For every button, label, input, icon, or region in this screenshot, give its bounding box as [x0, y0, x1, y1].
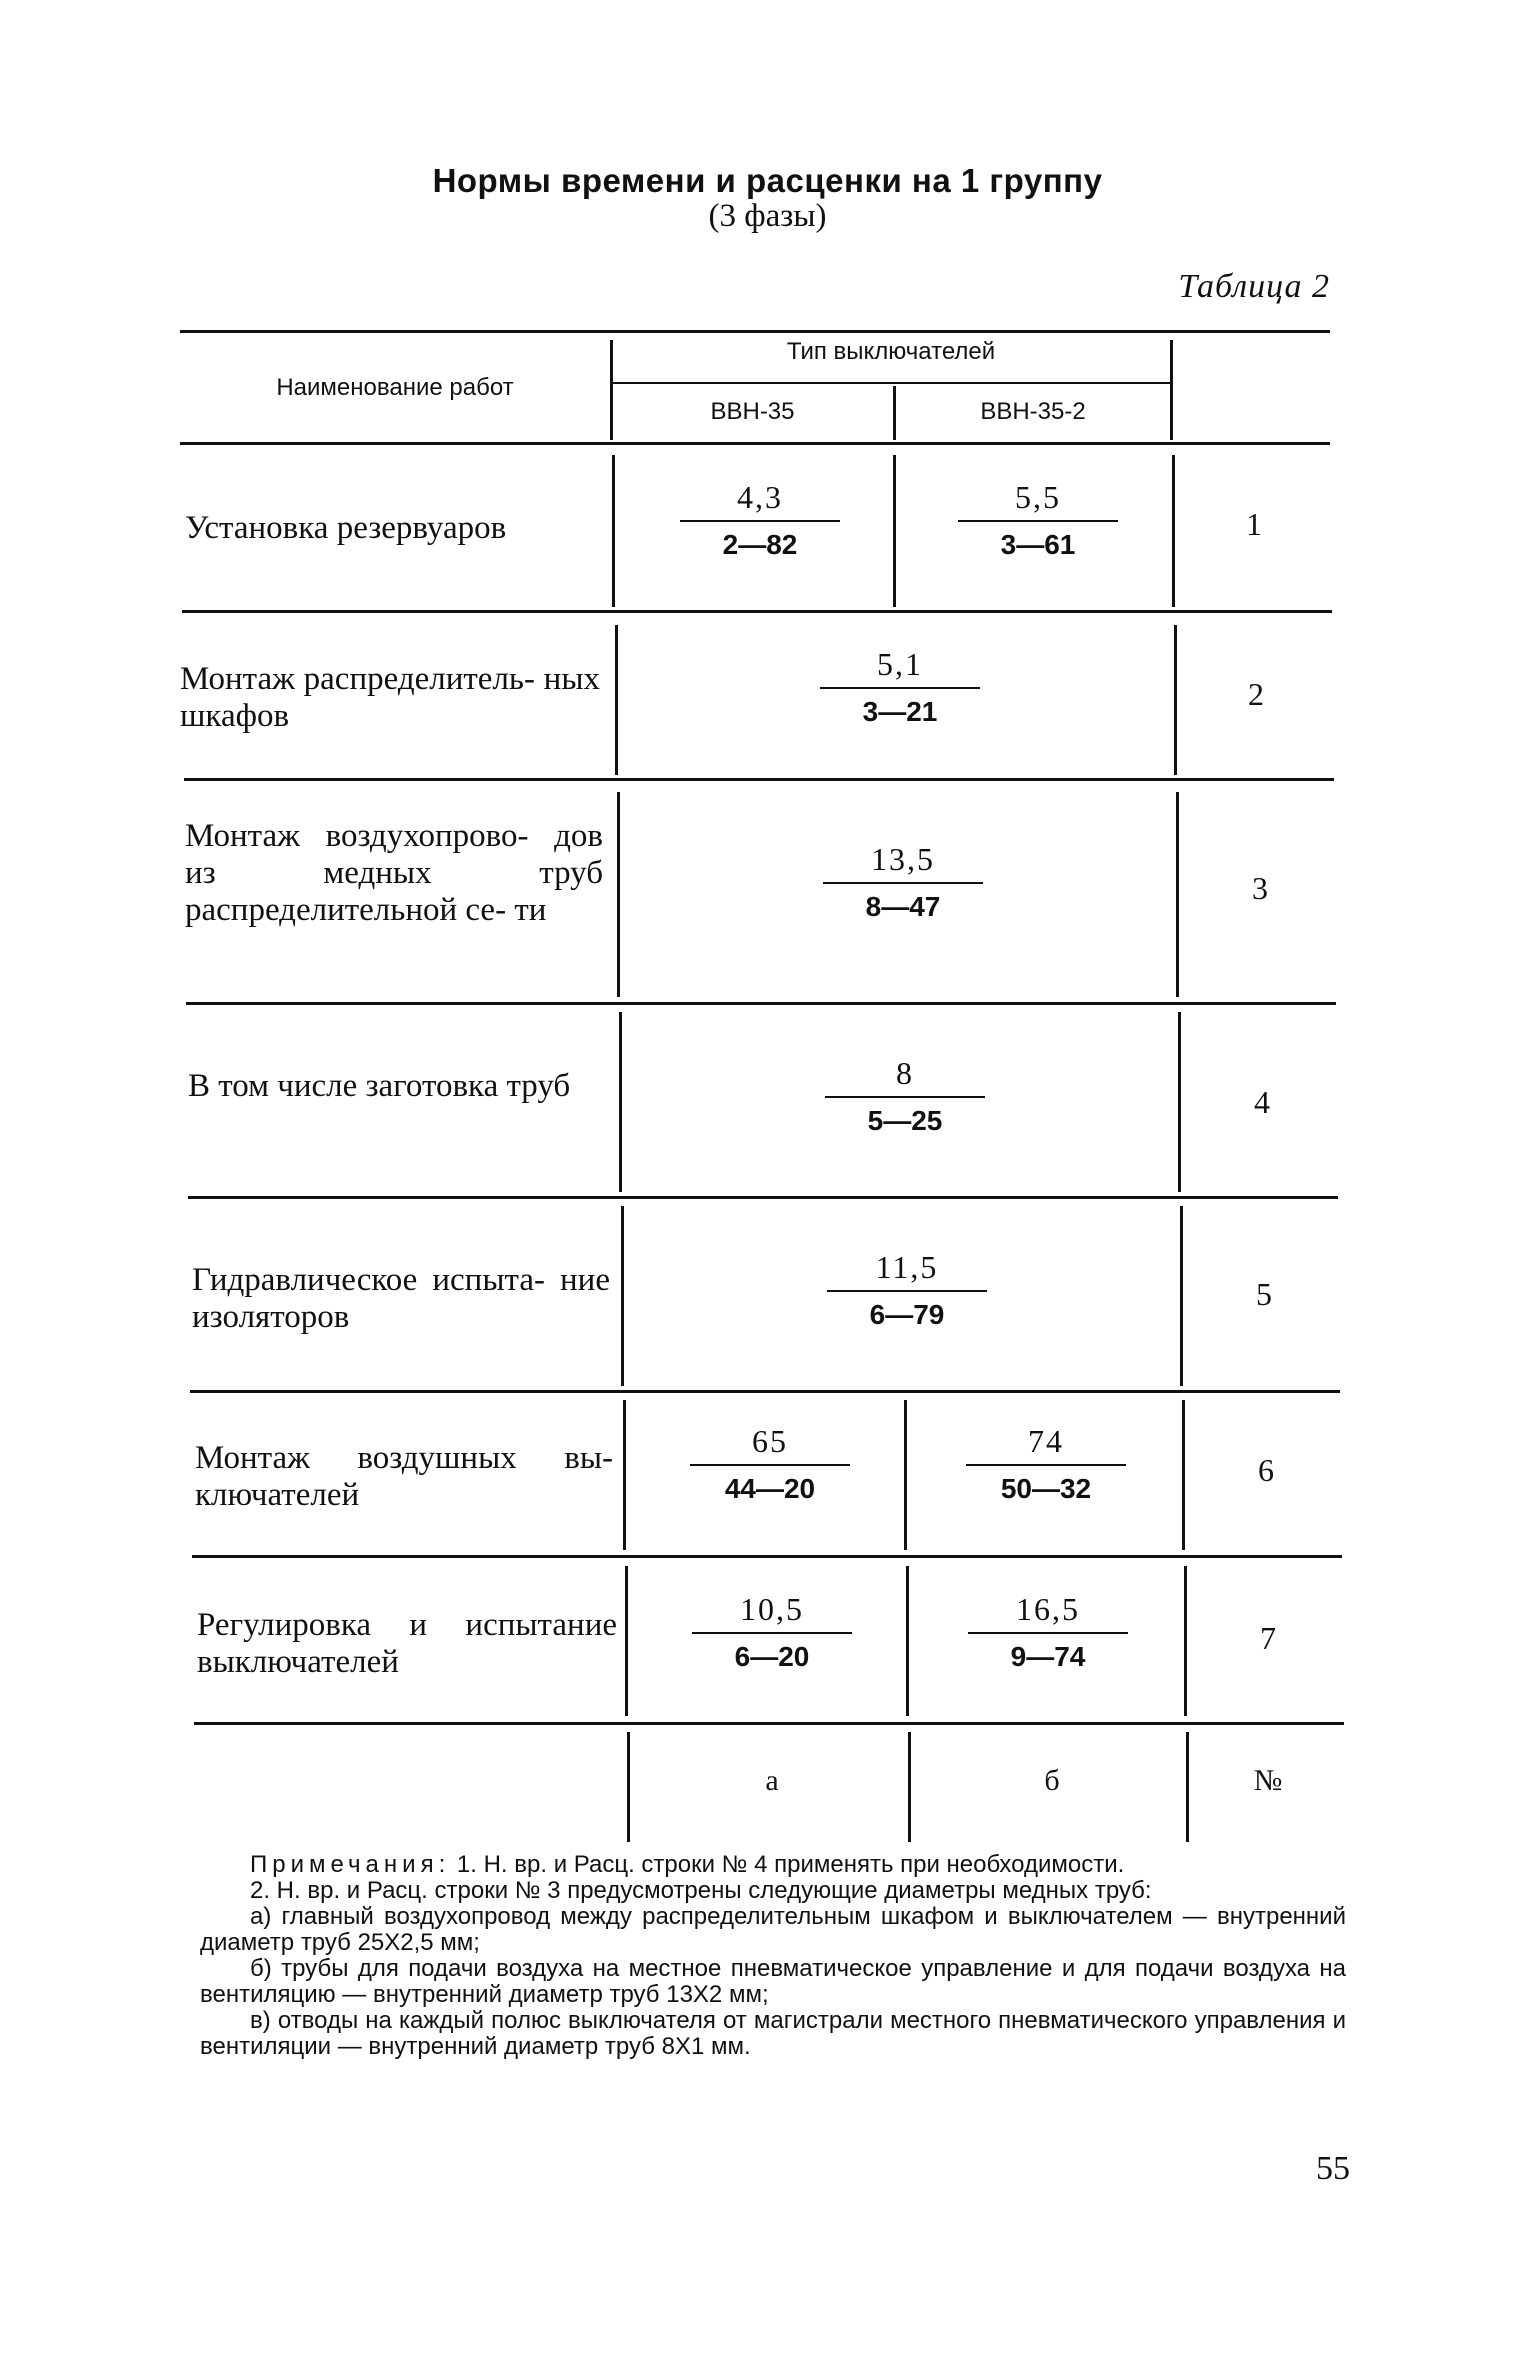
rate: 3—61: [1000, 529, 1076, 560]
note-1: 1. Н. вр. и Расц. строки № 4 применять при необходимости.: [456, 1851, 1125, 1878]
row-bottom-rule: [194, 1722, 1344, 1725]
row-vline-left: [615, 625, 618, 775]
fraction: [823, 840, 983, 924]
fraction-b: [966, 1422, 1126, 1506]
row-number: 6: [1258, 1452, 1274, 1488]
row-vline-mid: [904, 1400, 907, 1550]
fraction-a: [680, 478, 840, 562]
rate: 6—79: [869, 1299, 945, 1330]
norm-time: 5,1: [877, 646, 923, 682]
norm-time: 74: [1028, 1423, 1064, 1459]
header-col-b: ВВН-35-2: [980, 398, 1086, 425]
footer-vline-right: [1186, 1732, 1189, 1842]
note-2: 2. Н. вр. и Расц. строки № 3 предусмотрены следующие диаметры медных труб:: [250, 1877, 1152, 1904]
header-col-a: ВВН-35: [710, 398, 795, 425]
norm-time: 65: [752, 1423, 788, 1459]
rate: 6—20: [734, 1641, 810, 1672]
row-bottom-rule: [182, 610, 1332, 613]
fraction-bar: [680, 520, 840, 522]
row-name: Монтаж воздухопрово- дов из медных труб распределительной се- ти: [185, 818, 603, 928]
norm-time: 16,5: [1016, 1591, 1080, 1627]
page-number: 55: [1316, 2150, 1350, 2187]
row-vline-mid: [906, 1566, 909, 1716]
row-number: 2: [1248, 676, 1264, 712]
fraction-a: [690, 1422, 850, 1506]
header-bottom-rule: [180, 442, 1330, 445]
row-vline-left: [625, 1566, 628, 1716]
notes-label: Примечания:: [250, 1851, 451, 1878]
fraction-bar: [820, 687, 980, 689]
norm-time: 13,5: [871, 841, 935, 877]
row-name: Регулировка и испытание выключателей: [197, 1607, 617, 1680]
fraction-b: [958, 478, 1118, 562]
header-work-name: Наименование работ: [276, 374, 514, 401]
row-vline-left: [621, 1206, 624, 1386]
footer-vline-mid: [908, 1732, 911, 1842]
rate: 3—21: [862, 696, 938, 727]
row-number: 4: [1254, 1084, 1270, 1120]
fraction: [820, 645, 980, 729]
row-bottom-rule: [184, 778, 1334, 781]
footer-col-num: №: [1253, 1764, 1283, 1797]
fraction-a: [692, 1590, 852, 1674]
fraction-bar: [958, 520, 1118, 522]
row-number: 5: [1256, 1276, 1272, 1312]
row-bottom-rule: [192, 1555, 1342, 1558]
row-name: Установка резервуаров: [185, 510, 507, 546]
fraction: [827, 1248, 987, 1332]
row-number: 3: [1252, 870, 1268, 906]
rate: 9—74: [1010, 1641, 1086, 1672]
norm-time: 11,5: [875, 1249, 939, 1285]
fraction-bar: [825, 1096, 985, 1098]
row-bottom-rule: [190, 1390, 1340, 1393]
fraction-bar: [968, 1632, 1128, 1634]
rate: 44—20: [724, 1473, 816, 1504]
row-vline-left: [623, 1400, 626, 1550]
row-vline-left: [617, 792, 620, 997]
footer-col-a: а: [765, 1764, 779, 1797]
fraction-bar: [690, 1464, 850, 1466]
fraction-b: [968, 1590, 1128, 1674]
fraction: [825, 1054, 985, 1138]
row-name: Монтаж воздушных вы- ключателей: [195, 1440, 613, 1513]
row-number: 7: [1260, 1620, 1276, 1656]
row-vline-right: [1172, 455, 1175, 607]
row-name: В том числе заготовка труб: [188, 1068, 571, 1104]
row-vline-left: [619, 1012, 622, 1192]
norm-time: 8: [896, 1055, 914, 1091]
row-vline-right: [1180, 1206, 1183, 1386]
page-title: Нормы времени и расценки на 1 группу: [432, 162, 1103, 199]
row-vline-right: [1174, 625, 1177, 775]
note-2b: б) трубы для подачи воздуха на местное пневматическое управление и для подачи воздуха на вентиляцию — внутренний диаметр труб 13Х2 мм;: [200, 1955, 1346, 2008]
row-name: Гидравлическое испыта- ние изоляторов: [192, 1262, 610, 1335]
footer-col-b: б: [1044, 1764, 1060, 1797]
table-label: Таблица 2: [1178, 268, 1330, 305]
note-2c: в) отводы на каждый полюс выключателя от магистрали местного пневматического управления и вентиляции — внутренний диаметр труб 8Х1 мм.: [200, 2007, 1346, 2060]
rate: 2—82: [722, 529, 798, 560]
header-vline-right: [1170, 340, 1173, 440]
fraction-bar: [827, 1290, 987, 1292]
table-top-rule: [180, 330, 1330, 333]
row-vline-right: [1184, 1566, 1187, 1716]
notes: [200, 1852, 1346, 2060]
fraction-bar: [823, 882, 983, 884]
fraction-bar: [966, 1464, 1126, 1466]
rate: 8—47: [865, 891, 941, 922]
row-bottom-rule: [188, 1196, 1338, 1199]
row-vline-right: [1178, 1012, 1181, 1192]
note-2a: а) главный воздухопровод между распределительным шкафом и выключателем — внутренний диаметр труб 25Х2,5 мм;: [200, 1903, 1346, 1956]
page-subtitle: (3 фазы): [708, 198, 827, 234]
row-vline-right: [1182, 1400, 1185, 1550]
rate: 50—32: [1000, 1473, 1092, 1504]
row-name: Монтаж распределитель- ных шкафов: [180, 661, 600, 734]
rate: 5—25: [867, 1105, 943, 1136]
header-switch-type: Тип выключателей: [786, 338, 996, 365]
row-vline-left: [612, 455, 615, 607]
row-number: 1: [1246, 506, 1262, 542]
norm-time: 4,3: [737, 479, 783, 515]
row-vline-mid: [893, 455, 896, 607]
fraction-bar: [692, 1632, 852, 1634]
row-vline-right: [1176, 792, 1179, 997]
footer-vline-left: [627, 1732, 630, 1842]
row-bottom-rule: [186, 1002, 1336, 1005]
header-sub-rule: [612, 382, 1172, 384]
norm-time: 5,5: [1015, 479, 1061, 515]
norm-time: 10,5: [740, 1591, 804, 1627]
